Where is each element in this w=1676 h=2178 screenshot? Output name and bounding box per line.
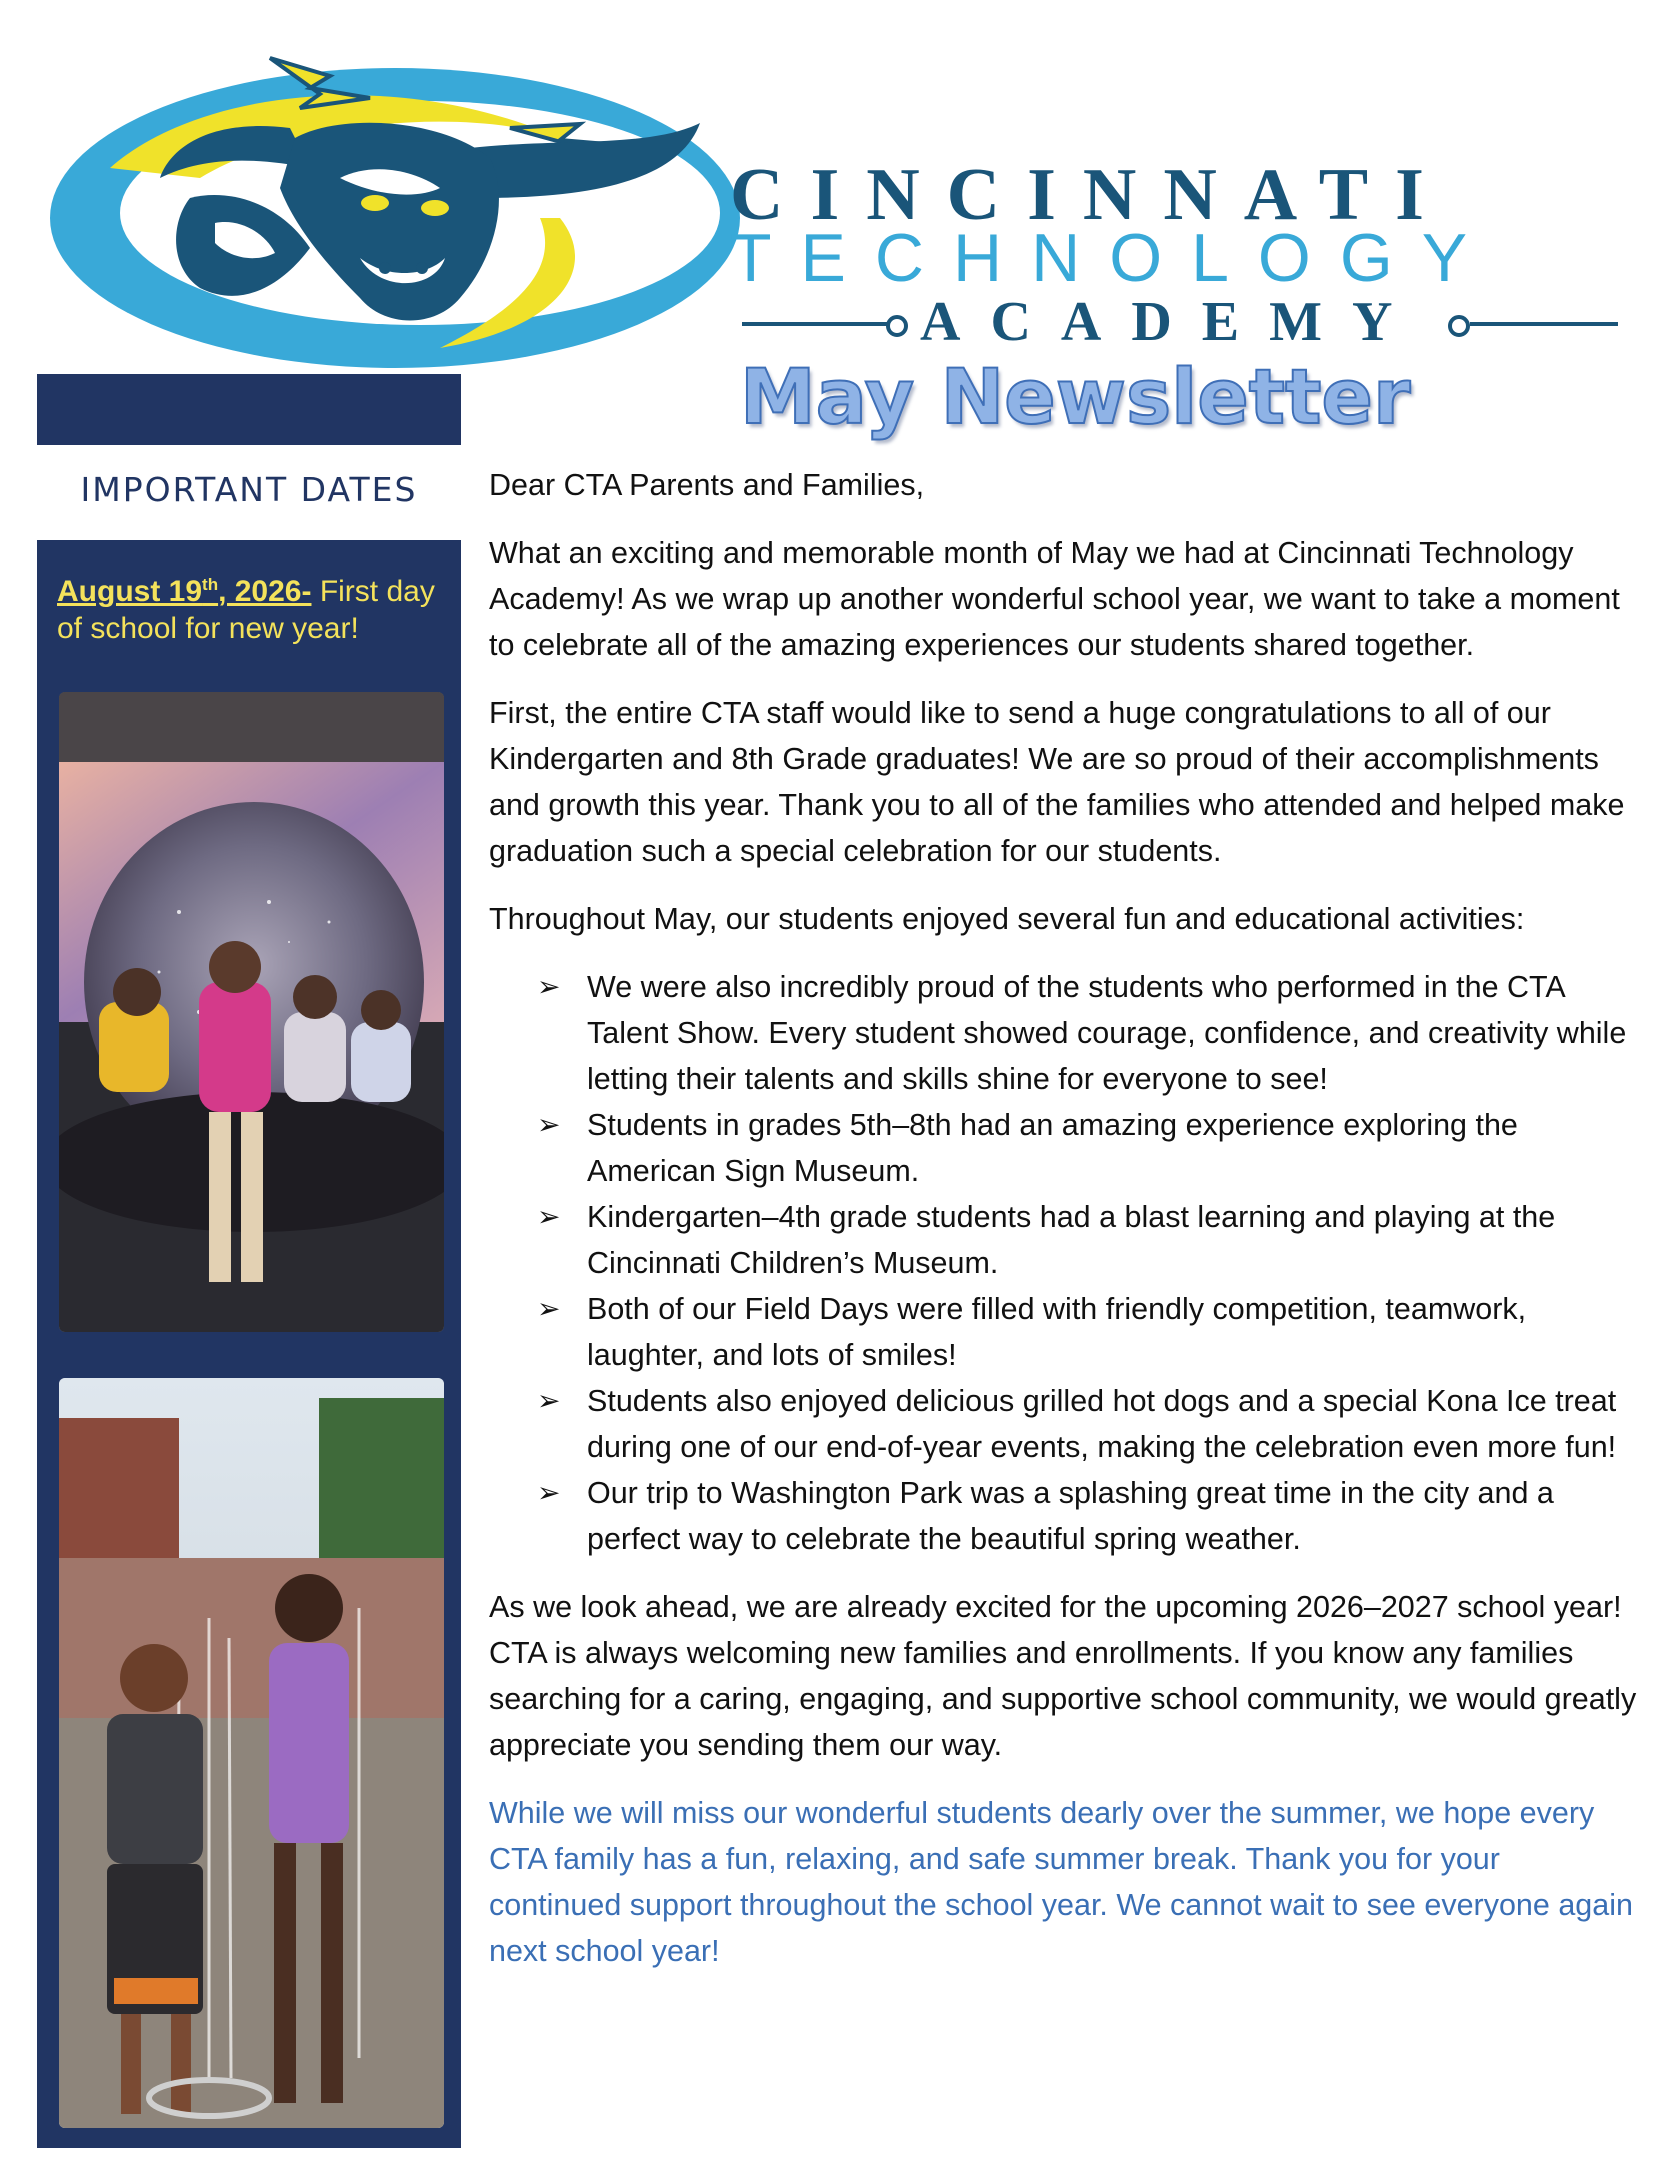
important-date-item xyxy=(57,566,447,647)
list-item xyxy=(537,1378,1639,1470)
arrow-bullet-icon: ➢ xyxy=(537,1201,561,1232)
list-item xyxy=(537,1194,1639,1286)
sidebar-cap xyxy=(37,374,461,445)
activity-text: Kindergarten–4th grade students had a blast learning and playing at the Cincinnati Children’s Museum. xyxy=(587,1200,1556,1280)
letter-greeting: Dear CTA Parents and Families, xyxy=(489,468,925,502)
date-label-day: August 19 xyxy=(57,575,203,608)
brand-line-academy-row xyxy=(730,292,1630,352)
brand-line-academy: ACADEMY xyxy=(920,291,1423,353)
activity-text: Students in grades 5th–8th had an amazing experience exploring the American Sign Museum. xyxy=(587,1108,1518,1188)
activity-text: We were also incredibly proud of the students who performed in the CTA Talent Show. Every student showed courage, confidence, and creativity while letting their talents and skills shine for everyone to see! xyxy=(587,970,1627,1096)
photo-planetarium-students xyxy=(59,692,444,1332)
brand-line-technology: TECHNOLOGY xyxy=(730,220,1497,296)
letter-body xyxy=(489,462,1639,1996)
arrow-bullet-icon: ➢ xyxy=(537,1109,561,1140)
newsletter-title: May Newsletter xyxy=(740,352,1411,441)
letter-closing: While we will miss our wonderful students dearly over the summer, we hope every CTA family has a fun, relaxing, and safe summer break. Thank you for your continued support throughout the school year. We cannot wait to see everyone again next school year! xyxy=(489,1796,1633,1968)
letter-intro: What an exciting and memorable month of May we had at Cincinnati Technology Academy! As we wrap up another wonderful school year, we want to take a moment to celebrate all of the amazing experiences our students shared together. xyxy=(489,536,1620,662)
arrow-bullet-icon: ➢ xyxy=(537,971,561,1002)
school-wordmark xyxy=(730,154,1630,353)
date-label xyxy=(57,575,311,608)
list-item xyxy=(537,1286,1639,1378)
arrow-bullet-icon: ➢ xyxy=(537,1477,561,1508)
wordmark-rule-left xyxy=(742,322,892,326)
wordmark-dot-right xyxy=(1448,315,1470,337)
list-item xyxy=(537,1102,1639,1194)
activity-text: Both of our Field Days were filled with friendly competition, teamwork, laughter, and lots of smiles! xyxy=(587,1292,1527,1372)
activity-text: Our trip to Washington Park was a splashing great time in the city and a perfect way to celebrate the beautiful spring weather. xyxy=(587,1476,1554,1556)
list-item xyxy=(537,1470,1639,1562)
arrow-bullet-icon: ➢ xyxy=(537,1385,561,1416)
photo-washington-park-fountain xyxy=(59,1378,444,2128)
letter-activities-intro: Throughout May, our students enjoyed several fun and educational activities: xyxy=(489,902,1525,936)
date-label-year: , 2026- xyxy=(218,575,312,608)
brand-line-cincinnati: CINCINNATI xyxy=(730,154,1451,236)
date-description: First day of school for new year! xyxy=(57,575,435,645)
arrow-bullet-icon: ➢ xyxy=(537,1293,561,1324)
date-label-suffix: th xyxy=(202,575,219,594)
letter-looking-ahead: As we look ahead, we are already excited for the upcoming 2026–2027 school year! CTA is always welcoming new families and enrollments. If you know any families searching for a caring, engaging, and supportive school community, we would greatly appreciate you sending them our way. xyxy=(489,1590,1637,1762)
sidebar-panel xyxy=(37,540,461,2148)
letter-graduates: First, the entire CTA staff would like to send a huge congratulations to all of our Kindergarten and 8th Grade graduates! We are so proud of their accomplishments and growth this year. Thank you to all of the families who attended and helped make graduation such a special celebration for our students. xyxy=(489,696,1625,868)
activity-text: Students also enjoyed delicious grilled hot dogs and a special Kona Ice treat during one of our end-of-year events, making the celebration even more fun! xyxy=(587,1384,1617,1464)
list-item xyxy=(537,964,1639,1102)
wordmark-rule-right xyxy=(1470,322,1618,326)
important-dates-heading: IMPORTANT DATES xyxy=(80,470,418,509)
wordmark-dot-left xyxy=(886,315,908,337)
activities-list xyxy=(489,964,1639,1562)
bull-mascot-icon xyxy=(40,28,740,378)
